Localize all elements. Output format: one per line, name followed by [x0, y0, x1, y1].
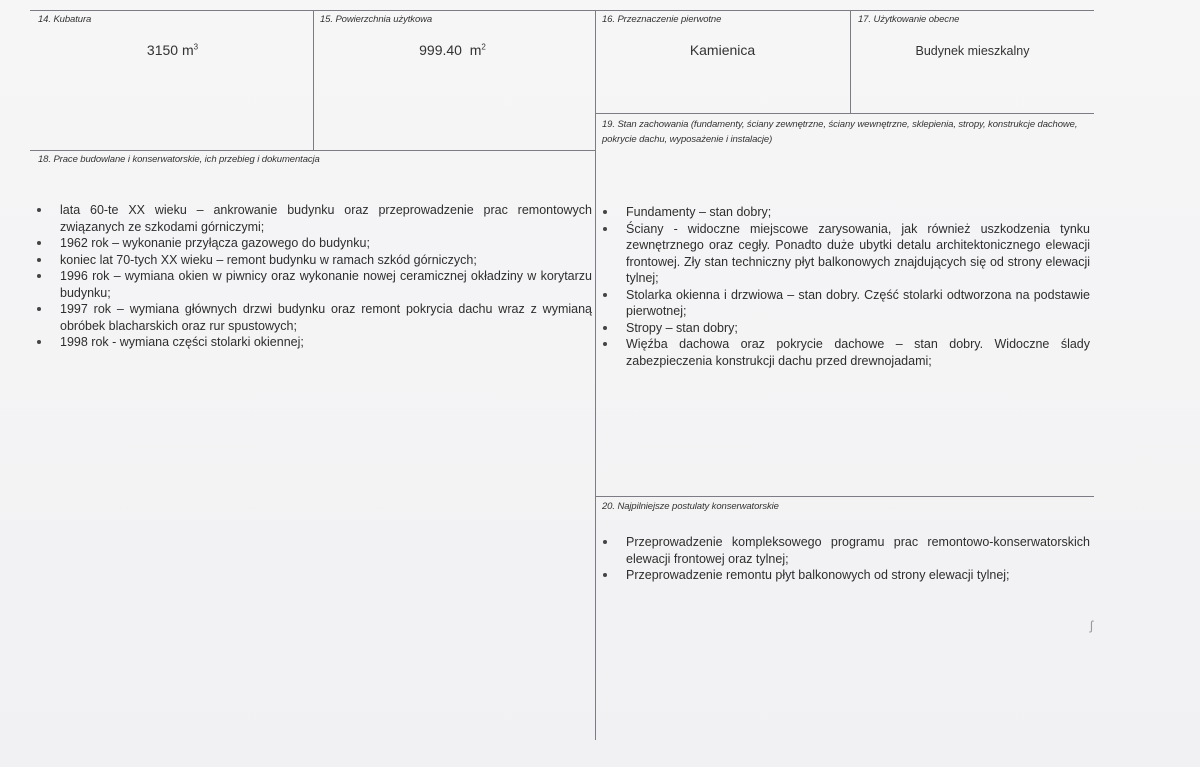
- top-border: [30, 10, 1094, 11]
- field-19-label: 19. Stan zachowania (fundamenty, ściany zewnętrzne, ściany wewnętrzne, sklepienia, stropy, konstrukcje dachowe, pokrycie dachu, wyposażenie i instalacje): [602, 119, 1078, 145]
- list-item: Fundamenty – stan dobry;: [598, 204, 1090, 221]
- field-16-label: 16. Przeznaczenie pierwotne: [602, 14, 722, 25]
- field-14-label: 14. Kubatura: [38, 14, 92, 25]
- list-item: lata 60-te XX wieku – ankrowanie budynku oraz przeprowadzenie prac remontowych związanych ze szkodami górniczymi;: [32, 202, 592, 235]
- divider-15-18: [30, 150, 595, 151]
- list-item: 1997 rok – wymiana głównych drzwi budynku oraz remont pokrycia dachu wraz z wymianą obróbek blacharskich oraz rur spustowych;: [32, 301, 592, 334]
- powierzchnia-value: 999.40 m: [419, 42, 482, 58]
- powierzchnia-unit-exponent: 2: [481, 42, 486, 52]
- list-item: 1996 rok – wymiana okien w piwnicy oraz wykonanie nowej ceramicznej okładziny w korytarzu budynku;: [32, 268, 592, 301]
- divider-16-19: [595, 113, 1094, 114]
- divider-14-15: [313, 10, 314, 150]
- list-item: 1962 rok – wykonanie przyłącza gazowego do budynku;: [32, 235, 592, 252]
- field-15-value: [340, 42, 565, 58]
- list-item: Przeprowadzenie remontu płyt balkonowych od strony elewacji tylnej;: [598, 567, 1090, 584]
- main-divider: [595, 10, 596, 740]
- list-item: koniec lat 70-tych XX wieku – remont budynku w ramach szkód górniczych;: [32, 252, 592, 269]
- list-item: Ściany - widoczne miejscowe zarysowania, jak również uszkodzenia tynku zewnętrznego oraz cegły. Ponadto duże ubytki detalu architektonicznego elewacji frontowej. Zły stan techniczny płyt balkonowych znajdujących się od strony elewacji tylnej;: [598, 221, 1090, 287]
- field-15-label: 15. Powierzchnia użytkowa: [320, 14, 433, 25]
- field-20-list: [598, 534, 1090, 584]
- field-14-value: [60, 42, 285, 58]
- field-20-label: 20. Najpilniejsze postulaty konserwatorskie: [602, 501, 779, 512]
- pencil-mark: ʃ: [1090, 618, 1093, 633]
- field-17-label: 17. Użytkowanie obecne: [858, 14, 960, 25]
- divider-19-20: [595, 496, 1094, 497]
- kubatura-value: 3150 m: [146, 42, 194, 58]
- field-18-label: 18. Prace budowlane i konserwatorskie, ich przebieg i dokumentacja: [38, 154, 320, 165]
- field-19-list: [598, 204, 1090, 369]
- list-item: Stolarka okienna i drzwiowa – stan dobry. Część stolarki odtworzona na podstawie pierwotnej;: [598, 287, 1090, 320]
- field-16-value: Kamienica: [689, 42, 756, 58]
- kubatura-unit-exponent: 3: [193, 42, 199, 52]
- list-item: Więźba dachowa oraz pokrycie dachowe – stan dobry. Widoczne ślady zabezpieczenia konstrukcji dachu przed drewnojadami;: [598, 336, 1090, 369]
- list-item: Przeprowadzenie kompleksowego programu prac remontowo-konserwatorskich elewacji frontowej oraz tylnej;: [598, 534, 1090, 567]
- field-17-value: Budynek mieszkalny: [915, 44, 1030, 58]
- divider-16-17: [850, 10, 851, 113]
- field-18-list: [32, 202, 592, 351]
- list-item: Stropy – stan dobry;: [598, 320, 1090, 337]
- list-item: 1998 rok - wymiana części stolarki okiennej;: [32, 334, 592, 351]
